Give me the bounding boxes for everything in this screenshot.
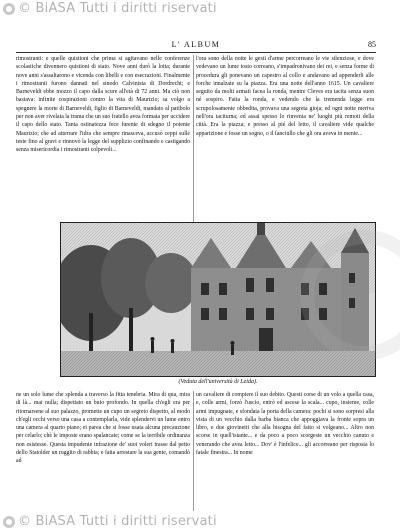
header-rule xyxy=(16,52,376,53)
column-divider xyxy=(193,55,194,222)
page-title: L' ALBUM xyxy=(171,40,221,49)
engraving-drawing xyxy=(61,223,376,377)
text-column-bottom-right: un cavaliere di compiere il suo debito. Questi corse di un volo a quella casa, e, colle armi, forzò l'uscio, entrò ed ascese la scala... cupo, insieme, colle armi impugnate, e sfondata la porta della camera: pochi si sono sorpresi alla vista di un vecchio dalla barba bianca che appoggiava la fronte sopra un libro, e due giovinetti che alla bisogna del fatto si volgeano... Altro non scorse in quell'istante... e da poco a poco scorgeste un vecchio canuto e venerando che avea letto... Dov' è l'infelice... gli accorreano per risposta lo fatale finestra... In nome xyxy=(196,392,374,457)
banner-text-bottom: © BiASA Tutti i diritti riservati xyxy=(18,514,217,529)
bottom-watermark-banner xyxy=(0,513,400,531)
university-engraving xyxy=(60,222,376,377)
column-divider-bottom xyxy=(193,391,194,511)
page-number: 85 xyxy=(368,40,376,49)
top-watermark-banner xyxy=(0,0,400,18)
page-header xyxy=(16,40,376,50)
text-column-bottom-left: ne un solo lume che splenda a traverso la fitta tenebria. Mira di qua, mira di là... mai nulla; dispettato un buio profondo. In quella ch'egli era per ritornarsene al suo palazzo, promette un cupo un segreto dispetto, al modo ch'egli occhi verso una casa a contemplarla, vide splendervi un lume entro una camera al quarto piano; ei parea che si fosse usata alcuna precauzione per celarlo; chè le imposte erano spalancate; come se la terribile ordinanza non esistesse. Questa impudente infrazione de' suoi voleri trasse dal petto dello Statolder un ruggito di rabbia; e fatta arrestare la sua gente, comandò ad xyxy=(16,392,190,465)
biasa-logo-icon xyxy=(3,516,15,528)
text-column-top-left: rimostranti: e quelle quistioni che prima si agitavano nelle conferenze scolastiche divennero quistioni di stato. Nove anni durò la lotta; durante nove anni s'assaltarono e vicenda con libelli e con esecrazioni. Finalmente i rimostranti furono dannati nel sinodo Calvinista di Dordrecht; e Barneveldt ebbe mozzo il capo dalla scure all'età di 72 anni. Ma ciò non bastava: infinite cospirazioni contro la vita di Maurizio; sa volgo a spegnere la morte di Barneveldt, figlio di Barneveldt, mandato al patibolo per non aver rivelata la trama che un suo fratello avea formata per uccidere il capo dello stato. Tanta ostinatezza fece furente di sdegno il potente Maurizio; che ad atterrare l'idra che sempre rinasceva, accusò ceppi sulle teste fino al gravi e rinnovò la legge del supplizio confinando e castigando senza misericordia i rimostranti colpevoli... xyxy=(16,56,190,154)
biasa-logo-icon xyxy=(3,3,15,15)
banner-text: © BiASA Tutti i diritti riservati xyxy=(18,1,217,16)
figure-caption: (Veduta dell'università di Leida). xyxy=(178,379,258,385)
text-column-top-right: l'ora sono della notte le gesti d'arme percorreano le vie silenziose, e dove vedevano un lume tosto correano, s'impadronivano dei rei, e senza forme di procedura gli ponevano un capestro al collo e andavano ad appenderli alle forche innalzate su la piazza. Era una notte dell'anno 1615. Un cavaliere seguito da molti armati facea la ronda, mentre Cleves era tacita senza suon né sospiro. Fatta la ronda, e vedendo che la tremenda legge era scrupolosamente obbedita, provava una segreta gioja; ed ogni notte meriva nell'ora taciturna; ed assai spesso lo rinvenia ne' luoghi più remoti della città. Era la piazza; e presso al pié del letto, il cavaliere vide qualche apparizione e fosse un sogno, o il fanciullo che gli ora aveva in mente... xyxy=(196,56,374,137)
